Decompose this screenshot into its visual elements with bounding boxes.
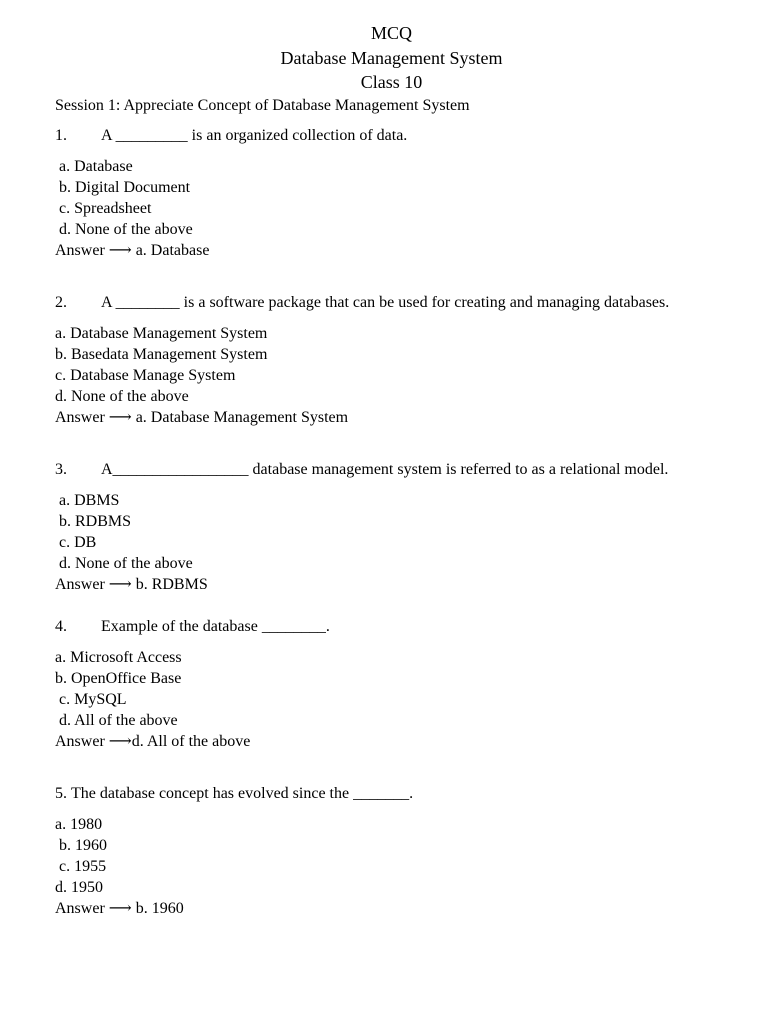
option-c: c. 1955 <box>59 857 107 875</box>
options-list <box>55 323 728 407</box>
option-a: a. Microsoft Access <box>55 648 182 666</box>
question-3 <box>55 459 728 595</box>
document-title <box>55 0 728 95</box>
option-b: b. Digital Document <box>59 178 191 196</box>
question-1 <box>55 125 728 261</box>
option-b: b. 1960 <box>59 836 107 854</box>
session-heading: Session 1: Appreciate Concept of Database Management System <box>55 96 470 114</box>
option-d: d. None of the above <box>59 220 193 238</box>
option-a: a. 1980 <box>55 815 103 833</box>
question-number: 5. <box>55 784 67 802</box>
question-number: 1. <box>55 126 67 144</box>
title-class: Class 10 <box>360 72 423 92</box>
answer-line: Answer ⟶ b. RDBMS <box>55 575 208 593</box>
question-stem: Example of the database ________. <box>101 617 330 635</box>
answer-line: Answer ⟶ b. 1960 <box>55 899 184 917</box>
option-c: c. DB <box>59 533 97 551</box>
option-a: a. Database Management System <box>55 324 268 342</box>
answer-line: Answer ⟶ a. Database <box>55 241 210 259</box>
question-text <box>55 292 728 313</box>
title-mcq: MCQ <box>370 23 412 43</box>
question-stem: The database concept has evolved since the _______. <box>71 784 414 802</box>
option-d: d. None of the above <box>59 554 193 572</box>
question-number: 2. <box>55 293 67 311</box>
question-text <box>55 125 728 146</box>
question-2 <box>55 292 728 428</box>
options-list <box>55 647 728 731</box>
option-d: d. 1950 <box>55 878 103 896</box>
option-b: b. OpenOffice Base <box>55 669 182 687</box>
option-a: a. DBMS <box>59 491 120 509</box>
question-4 <box>55 616 728 752</box>
answer-line: Answer ⟶d. All of the above <box>55 732 251 750</box>
answer-line: Answer ⟶ a. Database Management System <box>55 408 349 426</box>
options-list <box>55 156 728 240</box>
question-number: 4. <box>55 617 67 635</box>
option-a: a. Database <box>59 157 133 175</box>
question-text <box>55 616 728 637</box>
option-c: c. Spreadsheet <box>59 199 152 217</box>
option-c: c. MySQL <box>59 690 127 708</box>
question-stem: A_________________ database management system is referred to as a relational model. <box>101 460 669 478</box>
question-text <box>55 459 728 480</box>
option-b: b. Basedata Management System <box>55 345 268 363</box>
question-stem: A ________ is a software package that can be used for creating and managing databases. <box>101 293 670 311</box>
option-b: b. RDBMS <box>59 512 132 530</box>
option-d: d. None of the above <box>55 387 189 405</box>
question-5 <box>55 783 728 919</box>
options-list <box>55 814 728 898</box>
options-list <box>55 490 728 574</box>
option-c: c. Database Manage System <box>55 366 236 384</box>
question-stem: A _________ is an organized collection of data. <box>101 126 408 144</box>
title-subject: Database Management System <box>280 47 503 68</box>
question-number: 3. <box>55 460 67 478</box>
option-d: d. All of the above <box>59 711 178 729</box>
question-text <box>55 783 728 804</box>
